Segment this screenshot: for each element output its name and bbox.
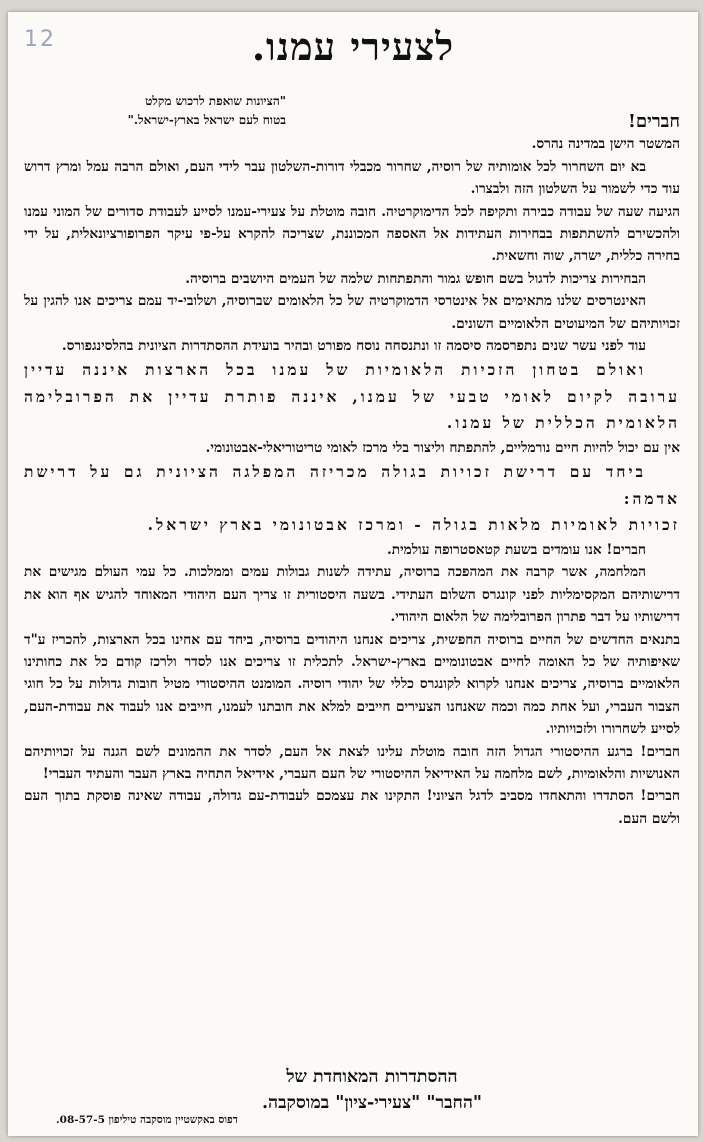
- document-body: [24, 111, 680, 830]
- document-sheet: [8, 12, 698, 1136]
- printer-line: דפוס באקשטיין מוסקבה טיליפון 08-57-5.: [56, 1114, 238, 1126]
- spaced-paragraph: ואולם בטחון הזכיות הלאומיות של עמנו בכל הארצות איננה עדיין ערובה לקיום לאומי טבעי של עמנו, איננה פותרת עדיין את הפרובלימה הלאומית הכללית של עמנו.: [24, 360, 680, 433]
- document-title: לצעירי עמנו.: [251, 24, 455, 69]
- paragraph: המשטר הישן במדינה נהרס.: [531, 136, 680, 153]
- paragraph: הגיעה שעה של עבודה כבירה ותקיפה לכל הדימוקרטיה. חובה מוטלת על צעירי-עמנו לסייע לעבודת סדורים של המוני עמנו ולהכשירם להשתתפות בבחירות העתידות אל האספה המכוננת, שצריכה להקרא על-פי עיקר הפרופורציונאלית, על ידי בחירה כללית, ישרה, שוה וחשאית.: [24, 203, 680, 265]
- signature-block: [72, 1064, 672, 1116]
- signature-line: ההסתדרות המאוחדת של: [286, 1067, 458, 1087]
- motto-line: "הציונות שואפת לרכוש מקלט: [145, 94, 286, 108]
- slogan-paragraph: זכויות לאומיות מלאות בגולה - ומרכז אבטונומי בארץ ישראל.: [147, 515, 680, 535]
- paragraph: חברים! הסתדרו והתאחדו מסביב לדגל הציוני! התקינו את עצמכם לעבודת-עם גדולה, עבודה שאינה פוסקת בתוך העם ולשם העם.: [24, 788, 680, 827]
- paragraph: בא יום השחרור לכל אומותיה של רוסיה, שחרור מכבלי דורות-השלטון עבר לידי העם, ואולם הרבה עמל ומרץ דרוש עוד כדי לשמור על השלטון הזה ולבצרו.: [24, 158, 680, 198]
- paragraph: האינטרסים שלנו מתאימים אל אינטרסי הדמוקרטיה של כל הלאומים שברוסיה, ושלובי-יד עמם צריכים אנו להגין על זכויותיהם של המיעוטים הלאומיים השונים.: [24, 293, 680, 332]
- paragraph: המלחמה, אשר קרבה את המהפכה ברוסיה, עתידה לשנות גבולות עמים וממלכות. כל עמי העולם מגישים את דרישותיהם המקסימליות לפני קונגרס השלום העתידי. בשעה היסטורית זו צריך העם היהודי המאוחד להגיש אף הוא את דרישותיו על דבר פתרון הפרובלימה של הלאום היהודי.: [24, 564, 680, 626]
- paragraph: הבחירות צריכות לדגול בשם חופש גמור והתפתחות שלמה של העמים היושבים ברוסיה.: [185, 270, 646, 287]
- paragraph: חברים! אנו עומדים בשעת קטאסטרופה עולמית.: [386, 541, 646, 558]
- motto-line: בטוח לעם ישראל בארץ-ישראל.": [127, 113, 286, 127]
- paragraph: אין עם יכול להיות חיים נורמליים, להתפתח וליצור בלי מרכז לאומי טריטוריאלי-אבטונומי.: [205, 439, 680, 456]
- greeting-line: חברים!: [627, 111, 680, 132]
- signature-line: "החבר" "צעירי-ציון" במוסקבה.: [261, 1093, 483, 1113]
- paragraph: חברים! ברגע ההיסטורי הגדול הזה חובה מוטלת עלינו לצאת אל העם, לסדר את ההמונים לשם הגנה על זכויותיהם האנושיות והלאומיות, לשם מלחמה על האידיאל ההיסטורי של העם העברי, אידיאל התחיה בארץ העבר והעתיד העברי!: [24, 743, 680, 782]
- archive-mark: 12: [24, 27, 56, 52]
- spaced-paragraph: ביחד עם דרישת זכויות בגולה מכריזה המפלגה הציונית גם על דרישת אדמה:: [24, 462, 680, 508]
- paragraph: עוד לפני עשר שנים נתפרסמה סיסמה זו ונתנסחה נוסח מפורט ובהיר בועידת ההסתדרות הציונית בהלסינגפורס.: [61, 338, 646, 355]
- paragraph: בתנאים החדשים של החיים ברוסיה החפשית, צריכים אנחנו היהודים ברוסיה, ביחד עם אחינו בכל הארצות, להכריז ע"ד שאיפותיה של כל האומה לחיים אבטונומיים בארץ-ישראל. לתכלית זו צריכים אנו לסדר ולרכז קודם כל את כחותינו הלאומיים ברוסיה, צריכים אנחנו לקרוא לקונגרס כללי של יהודי רוסיה. המומנט ההיסטורי מטיל חובות גדולות על כל חוגי הצבור העברי, ועל אחת כמה וכמה שאנחנו הצעירים חייבים למלא את חובתנו לעמנו, חייבים אנו לעבוד את עבודת-העם, לסייע לשחרורו ולזכויותיו.: [24, 631, 680, 738]
